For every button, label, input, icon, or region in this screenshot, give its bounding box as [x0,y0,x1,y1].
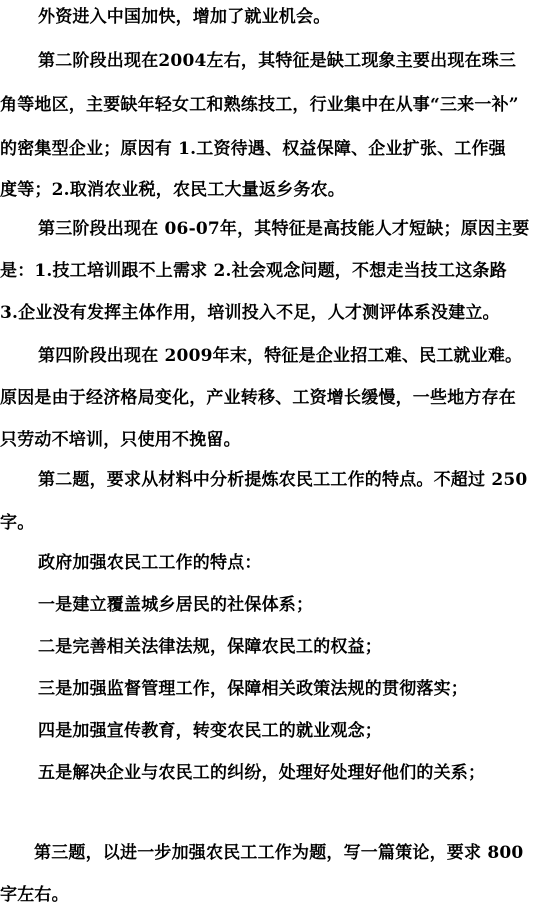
text-line-17: 三是加强监督管理工作，保障相关政策法规的贯彻落实； [38,679,468,699]
text-line-21: 字左右。 [0,885,69,905]
text-line-16: 二是完善相关法律法规，保障农民工的权益； [38,637,382,657]
text-line-1: 外资进入中国加快，增加了就业机会。 [38,7,331,27]
text-line-19: 五是解决企业与农民工的纠纷，处理好处理好他们的关系； [38,763,486,783]
text-line-20: 第三题，以进一步加强农民工工作为题，写一篇策论，要求 800 [34,843,524,863]
text-line-18: 四是加强宣传教育，转变农民工的就业观念； [38,721,382,741]
text-line-9: 第四阶段出现在 2009年末，特征是企业招工难、民工就业难。 [38,346,523,366]
text-line-7: 是：1.技工培训跟不上需求 2.社会观念问题，不想走当技工这条路 [0,261,507,281]
text-line-13: 字。 [0,513,35,533]
text-line-8: 3.企业没有发挥主体作用，培训投入不足，人才测评体系没建立。 [0,303,500,323]
text-line-14: 政府加强农民工工作的特点： [38,553,262,573]
text-line-6: 第三阶段出现在 06-07年，其特征是高技能人才短缺；原因主要 [38,219,530,239]
text-line-4: 的密集型企业；原因有 1.工资待遇、权益保障、企业扩张、工作强 [0,139,506,159]
text-line-11: 只劳动不培训，只使用不挽留。 [0,430,241,450]
text-line-15: 一是建立覆盖城乡居民的社保体系； [38,595,314,615]
text-line-10: 原因是由于经济格局变化，产业转移、工资增长缓慢，一些地方存在 [0,388,516,408]
text-line-12: 第二题，要求从材料中分析提炼农民工工作的特点。不超过 250 [38,470,528,490]
text-line-5: 度等；2.取消农业税，农民工大量返乡务农。 [0,180,345,200]
text-line-3: 角等地区，主要缺年轻女工和熟练技工，行业集中在从事“三来一补” [0,95,519,115]
text-line-2: 第二阶段出现在2004左右，其特征是缺工现象主要出现在珠三 [38,51,517,71]
